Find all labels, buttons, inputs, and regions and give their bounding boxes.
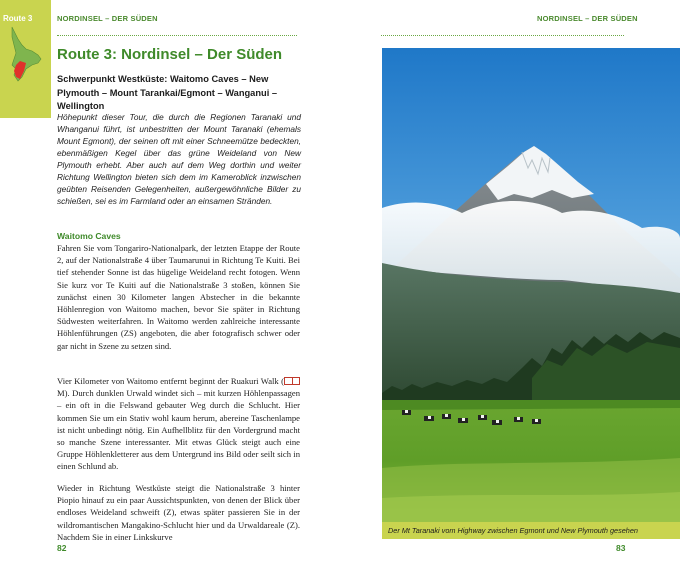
route-subtitle: Schwerpunkt Westküste: Waitomo Caves – New Plymouth – Mount Tarankai/Egmont – Wanganui – Wellington (57, 74, 278, 111)
running-head-right: NORDINSEL – DER SÜDEN (537, 14, 638, 23)
paragraph-2-end: M). Durch dunklen Urwald windet sich – mit kurzen Höhlenpassagen – ein oft in die Felswand gebauter Weg durch die Schlucht. Hier kommen Sie um ein Stativ wohl kaum herum, abereine Taschenlampe ist nicht unbedingt nötig. Ein Aufhellblitz für den Vordergrund macht so manche Szene interessanter. Mit etwas Glück steigt auch eine Gruppe Höhlenkletterer aus dem Untergrund ins Bild oder seilt sich in einen Schlund ab. (57, 388, 300, 472)
mount-taranaki-photo (382, 48, 680, 522)
difficulty-symbol-icon (284, 377, 300, 385)
page-number-left: 82 (57, 543, 67, 553)
route-tab-label: Route 3 (3, 14, 33, 23)
page-title: Route 3: Nordinsel – Der Süden (57, 46, 283, 63)
north-island-map-icon (6, 25, 46, 91)
photo-caption: Der Mt Taranaki vom Highway zwischen Egmont und New Plymouth gesehen (382, 522, 680, 539)
running-head-left: NORDINSEL – DER SÜDEN (57, 14, 158, 23)
body-paragraph-1: Fahren Sie vom Tongariro-Nationalpark, der letzten Etappe der Route 2, auf der Nationalstraße 4 über Taumarunui in Richtung Te Kuiti. Bei tief stehender Sonne ist das hügelige Weideland recht fotogen. Wenn Sie kurz vor Te Kuiti auf die Nationalstraße 3 stoßen, können Sie zunächst einen 30 Kilometer langen Abstecher in die bekannte Höhlenregion von Waitomo machen, bevor Sie später in Richtung Südwesten weiterfahren. In Waitomo werden zahlreiche interessante Höhlenführungen (ZS) angeboten, die aber fotografisch schwer oder gar nicht in Szene zu setzen sind. (57, 243, 300, 351)
paragraph-2-start: Vier Kilometer von Waitomo entfernt beginnt der Ruakuri Walk ( (57, 376, 284, 386)
dotted-rule-left (57, 35, 297, 36)
body-paragraph-2 (57, 375, 300, 473)
body-paragraph-3: Wieder in Richtung Westküste steigt die Nationalstraße 3 hinter Piopio hinauf zu ein paar Aussichtspunkten, von denen der Blick über endloses Weideland schweift (Z), etwas später passieren Sie in der wildromantischen Mangakino-Schlucht hier und da Urwaldareale (Z). Nachdem Sie in einer Linkskurve (57, 483, 300, 542)
dotted-rule-right (381, 35, 624, 36)
page-number-right: 83 (616, 543, 626, 553)
intro-paragraph: Höhepunkt dieser Tour, die durch die Regionen Taranaki und Whanganui führt, ist unbestritten der Mount Taranaki (ehemals Mount Egmont), der seinen oft mit einer Schneemütze bedeckten, ebenmäßigen Kegel über das grüne Weideland von New Plymouth erhebt. Aber auch auf dem Weg dorthin und weiter Richtung Wellington bieten sich dem im Kameroblick inzwischen geübten Reisenden Gelegenheiten, außergewöhnliche Bilder zu schießen, sei es im Farmland oder an einsamen Stränden. (57, 112, 301, 206)
route-tab (0, 0, 51, 118)
section-heading: Waitomo Caves (57, 231, 121, 241)
